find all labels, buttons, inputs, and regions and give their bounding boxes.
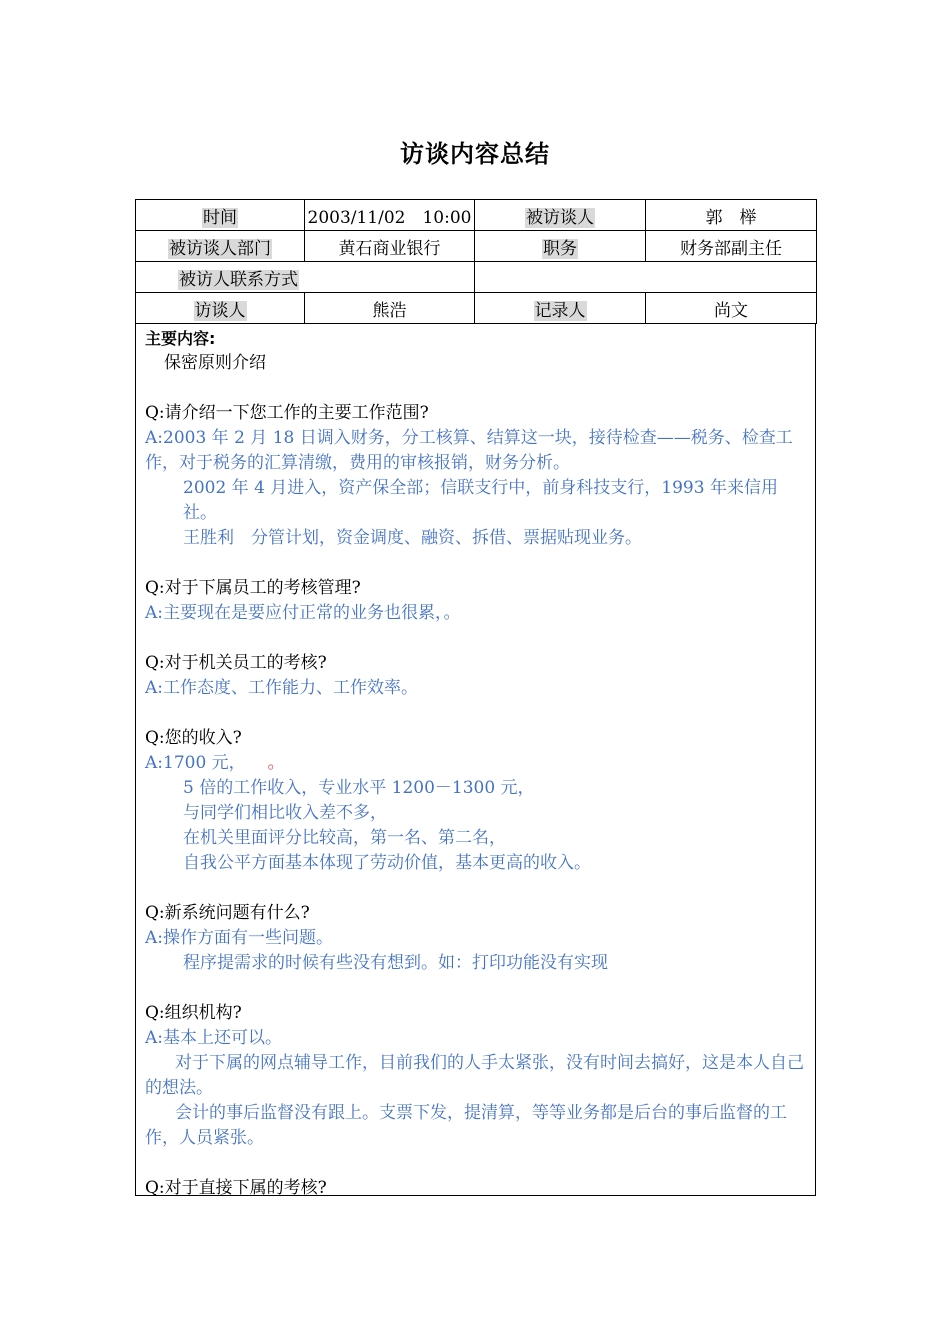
time-label-cell	[136, 200, 305, 231]
red-period-mark: 。	[267, 753, 285, 773]
time-value: 2003/11/02 10:00	[305, 200, 475, 231]
answer: 2002 年 4 月进入，资产保全部；信联支行中，前身科技支行，1993 年来信用社。	[183, 478, 778, 523]
contact-label-cell	[136, 262, 475, 293]
question: Q:您的收入?	[145, 728, 242, 748]
dept-label: 被访谈人部门	[169, 238, 271, 259]
recorder-label-cell	[475, 293, 646, 324]
position-label-cell	[475, 231, 646, 262]
answer: A:基本上还可以。	[145, 1028, 283, 1048]
position-label: 职务	[543, 238, 577, 259]
question: Q:对于机关员工的考核?	[145, 653, 327, 673]
spacer	[145, 626, 807, 651]
interviewer-label-cell	[136, 293, 305, 324]
contact-label: 被访人联系方式	[179, 269, 298, 290]
answer: 在机关里面评分比较高，第一名、第二名，	[183, 828, 506, 848]
page-title: 访谈内容总结	[400, 139, 550, 168]
answer: A:主要现在是要应付正常的业务也很累，。	[145, 603, 461, 623]
content-heading: 主要内容:	[145, 329, 216, 348]
answer: 会计的事后监督没有跟上。支票下发，提清算，等等业务都是后台的事后监督的工作，人员紧张。	[145, 1103, 787, 1148]
answer: 自我公平方面基本体现了劳动价值，基本更高的收入。	[183, 853, 591, 873]
recorder-label: 记录人	[534, 300, 586, 321]
spacer	[145, 976, 807, 1001]
answer-text: A:1700 元，	[145, 753, 246, 773]
interviewer-value: 熊浩	[305, 293, 475, 324]
spacer	[145, 1151, 807, 1176]
answer: A:操作方面有一些问题。	[145, 928, 334, 948]
question: Q:请介绍一下您工作的主要工作范围?	[145, 403, 429, 423]
answer	[145, 751, 807, 776]
answer: 5 倍的工作收入，专业水平 1200－1300 元，	[183, 778, 535, 798]
answer: 程序提需求的时候有些没有想到。如：打印功能没有实现	[183, 953, 608, 973]
dept-label-cell	[136, 231, 305, 262]
answer: A:2003 年 2 月 18 日调入财务，分工核算、结算这一块，接待检查——税务、检查工作，对于税务的汇算清缴，费用的审核报销，财务分析。	[145, 428, 793, 473]
interviewee-label-cell	[475, 200, 646, 231]
table-row	[136, 262, 817, 293]
contact-value	[475, 262, 817, 293]
dept-value: 黄石商业银行	[305, 231, 475, 262]
table-row	[136, 231, 817, 262]
interviewer-label: 访谈人	[194, 300, 246, 321]
question: Q:组织机构?	[145, 1003, 242, 1023]
time-label: 时间	[203, 207, 237, 228]
spacer	[145, 551, 807, 576]
position-value: 财务部副主任	[646, 231, 817, 262]
question: Q:对于直接下属的考核?	[145, 1178, 327, 1198]
interview-info-table	[135, 199, 817, 324]
spacer	[145, 701, 807, 726]
answer: A:工作态度、工作能力、工作效率。	[145, 678, 419, 698]
interviewee-value: 郭 榉	[646, 200, 817, 231]
answer: 王胜利 分管计划，资金调度、融资、拆借、票据贴现业务。	[183, 528, 642, 548]
answer: 与同学们相比收入差不多，	[183, 803, 387, 823]
recorder-value: 尚文	[646, 293, 817, 324]
question: Q:新系统问题有什么?	[145, 903, 310, 923]
table-row	[136, 293, 817, 324]
answer: 对于下属的网点辅导工作，目前我们的人手太紧张，没有时间去搞好，这是本人自己的想法。	[145, 1053, 804, 1098]
table-row	[136, 200, 817, 231]
spacer	[145, 876, 807, 901]
interview-content	[135, 324, 816, 1196]
spacer	[145, 376, 807, 401]
interviewee-label: 被访谈人	[526, 207, 594, 228]
intro-text: 保密原则介绍	[164, 353, 266, 373]
question: Q:对于下属员工的考核管理?	[145, 578, 361, 598]
